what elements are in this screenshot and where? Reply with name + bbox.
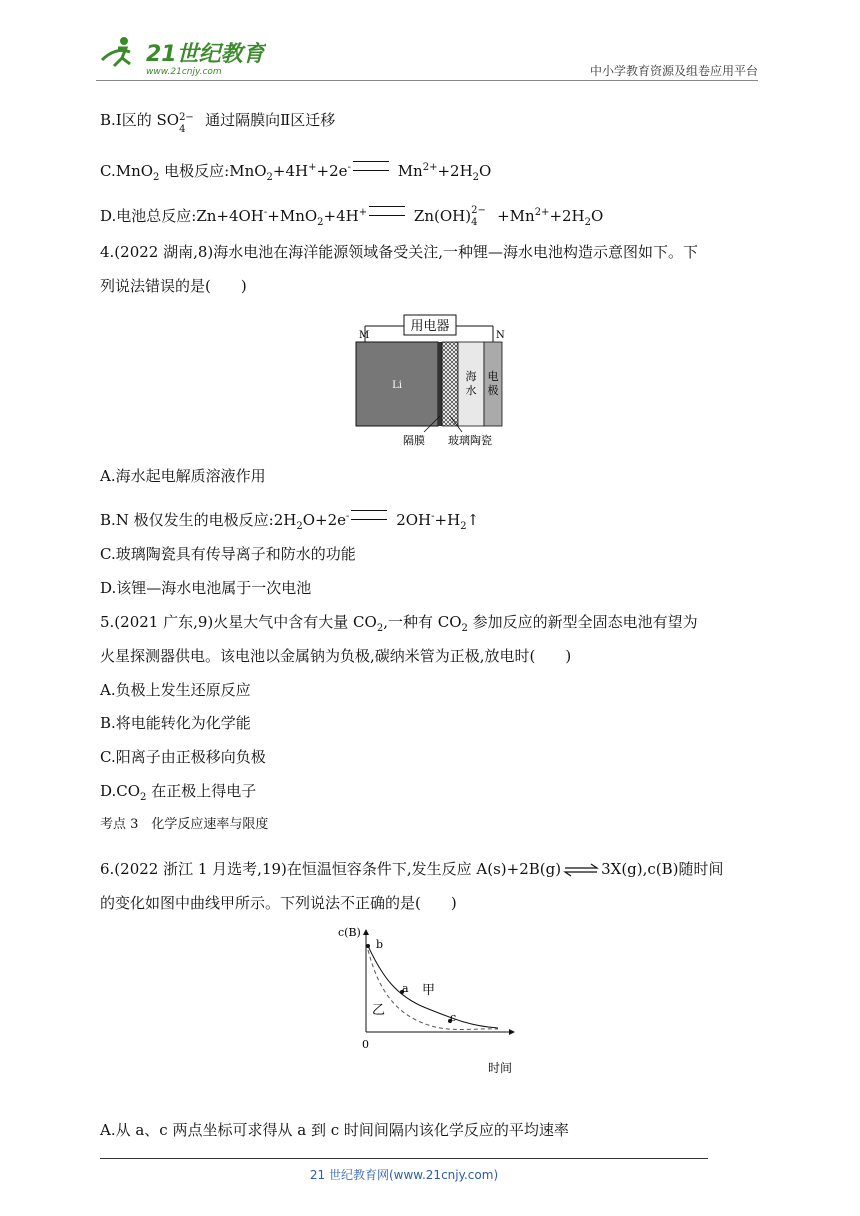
q3-option-b: B.Ⅰ区的 SO 2− 4 通过隔膜向Ⅱ区迁移 [100,111,336,135]
point-b [366,944,370,948]
electrode-label-1: 电 [487,370,499,383]
header-divider [96,80,758,81]
q5-stem-line1: 5.(2021 广东,9)火星大气中含有大量 $CO_2$,一种有 $CO_2$ 参加反应的新型全固态电池有望为 [100,613,698,634]
footer-divider [100,1158,708,1159]
label-jia: 甲 [422,983,436,998]
membrane-label: 隔膜 [403,434,425,447]
ceramic-label: 玻璃陶瓷 [448,434,492,447]
origin-label: 0 [362,1038,369,1051]
q5-option-a: A.负极上发生还原反应 [100,681,251,699]
electrode-label-2: 极 [487,384,499,397]
q3-option-c: C.MnO$_2$ 电极反应:MnO$_2$+4H++2e- $Mn^{2+}+2H_2O$ [100,162,492,183]
terminal-m-label: M [359,330,370,341]
q6-stem-line2: 的变化如图中曲线甲所示。下列说法不正确的是( ) [100,894,457,912]
equals-sign-icon [353,161,389,171]
label-yi: 乙 [372,1003,386,1018]
label-a: a [402,982,409,995]
site-logo [96,34,266,80]
q4-stem-line1: 4.(2022 湖南,8)海水电池在海洋能源领域备受关注,一种锂—海水电池构造示意图如下。下 [100,243,699,261]
svg-text:www.21cnjy.com: www.21cnjy.com [146,67,222,77]
q4-option-a: A.海水起电解质溶液作用 [100,467,266,485]
q4-option-c: C.玻璃陶瓷具有传导离子和防水的功能 [100,545,356,563]
svg-text:21世纪教育: 21世纪教育 [146,42,265,67]
li-label: Li [392,380,402,391]
x-axis-label: 时间 [488,1061,513,1075]
device-label: 用电器 [410,319,450,334]
sea-label-1: 海 [465,370,477,383]
footer-link[interactable]: 21 世纪教育网(www.21cnjy.com) [309,1168,499,1182]
q5-option-c: C.阳离子由正极移向负极 [100,748,266,766]
q5-stem-line2: 火星探测器供电。该电池以金属钠为负极,碳纳米管为正极,放电时( ) [100,647,572,665]
q3-option-d: D.电池总反应:Zn+4OH-+MnO$_2$+4H+ Zn(OH) 2− 4 $+Mn^{2+}+2H_2O$ [100,205,604,228]
sea-label-2: 水 [465,384,477,397]
header-platform-text: 中小学教育资源及组卷应用平台 [589,64,758,78]
section-title: 考点 3 化学反应速率与限度 [100,817,269,832]
q5-option-b: B.将电能转化为化学能 [100,714,251,732]
q6-option-a: A.从 a、c 两点坐标可求得从 a 到 c 时间间隔内该化学反应的平均速率 [100,1121,569,1139]
lithium-seawater-battery-diagram [350,312,510,450]
terminal-n-label: N [496,330,505,341]
q4-stem-line2: 列说法错误的是( ) [100,277,247,295]
reversible-arrow-icon [563,863,599,877]
q4-option-d: D.该锂—海水电池属于一次电池 [100,579,312,597]
q5-option-d: $D.CO_2$ 在正极上得电子 [100,782,257,803]
equals-sign-icon [369,206,405,216]
equals-sign-icon [351,510,387,520]
label-b: b [376,938,384,951]
y-axis-label: c(B) [338,926,361,939]
q6-stem-line1: 6.(2022 浙江 1 月选考,19)在恒温恒容条件下,发生反应 A(s)+2B(g) 3X(g),c(B)随时间 [100,860,724,878]
concentration-time-chart [336,920,526,1078]
q4-option-b: B.N 极仅发生的电极反应$:2H_2O+2e^-$ $2OH^-+H_2↑$ [100,511,480,532]
label-c: c [450,1011,457,1024]
